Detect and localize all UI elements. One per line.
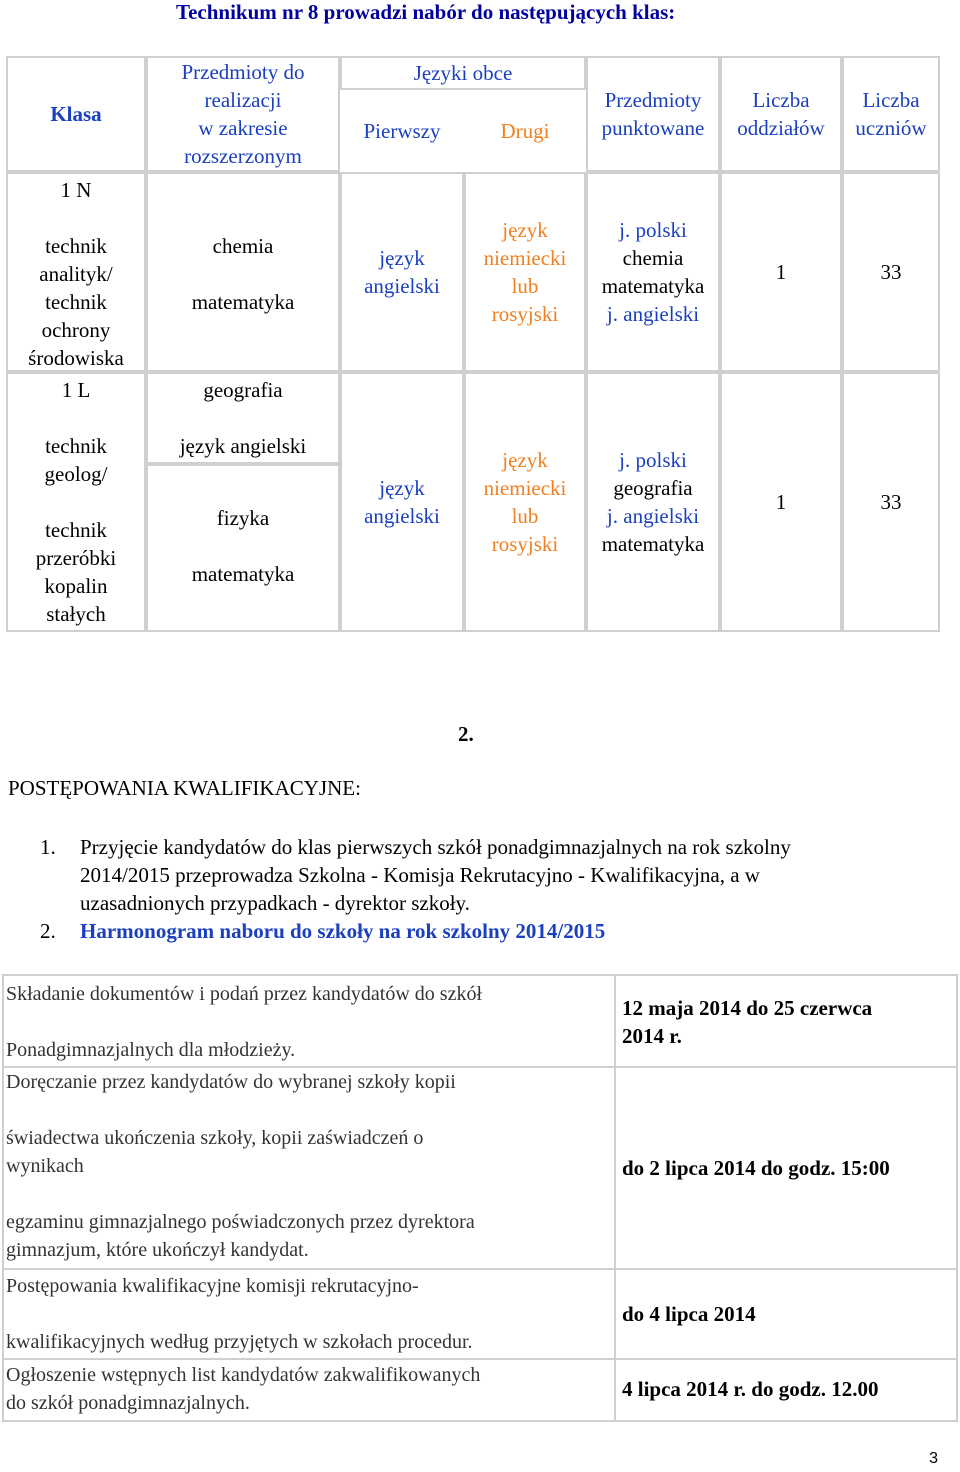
schedule-row-2-date xyxy=(622,1154,890,1182)
row1-klasa-line: technik xyxy=(45,234,107,258)
header-line: Liczba xyxy=(752,88,810,112)
header-liczba-uczniow xyxy=(842,56,940,172)
row1-oddzialy-value: 1 xyxy=(775,260,787,284)
schedule-desc-line: Składanie dokumentów i podań przez kandydatów do szkół xyxy=(6,983,482,1005)
row2-pierwszy-line: angielski xyxy=(364,504,440,528)
row1-drugi-line: rosyjski xyxy=(491,302,559,326)
schedule-date-line: 12 maja 2014 do 25 czerwca xyxy=(622,996,873,1020)
schedule-row-4-desc xyxy=(6,1361,480,1417)
header-drugi-text: Drugi xyxy=(500,119,550,143)
row2-punktowane-line: j. angielski xyxy=(606,504,700,528)
row1-code: 1 N xyxy=(60,178,92,202)
row1-oddzialy xyxy=(720,172,842,372)
divider xyxy=(614,974,616,1422)
row2-punktowane-line: matematyka xyxy=(601,532,705,556)
header-line: punktowane xyxy=(601,116,705,140)
header-przedmioty-punktowane xyxy=(586,56,720,172)
divider xyxy=(2,1268,958,1270)
schedule-desc-line: Doręczanie przez kandydatów do wybranej szkoły kopii xyxy=(6,1071,456,1093)
row1-punktowane-line: matematyka xyxy=(601,274,705,298)
item-2-number: 2. xyxy=(40,919,56,943)
row1-uczniowie xyxy=(842,172,940,372)
row2-oddzialy xyxy=(720,372,842,632)
schedule-row-2-desc xyxy=(6,1068,475,1264)
row2-klasa-line: geolog/ xyxy=(44,462,108,486)
header-line: realizacji xyxy=(204,88,282,112)
header-line: w zakresie xyxy=(198,116,288,140)
row1-punktowane-line: chemia xyxy=(622,246,684,270)
header-line: Przedmioty xyxy=(604,88,702,112)
schedule-row-3-date xyxy=(622,1300,756,1328)
schedule-desc-line: kwalifikacyjnych według przyjętych w szkołach procedur. xyxy=(6,1331,473,1353)
row2-punktowane-line: j. polski xyxy=(619,448,687,472)
row2-subject: geografia xyxy=(203,378,283,402)
item-1-line: uzasadnionych przypadkach - dyrektor szkoły. xyxy=(80,891,470,915)
row2-drugi-line: niemiecki xyxy=(483,476,567,500)
row2-punktowane xyxy=(586,372,720,632)
schedule-row-1-date xyxy=(622,994,872,1050)
header-jezyki-obce-text: Języki obce xyxy=(413,61,513,85)
row2-code: 1 L xyxy=(61,378,91,402)
row2-drugi-line: rosyjski xyxy=(491,532,559,556)
schedule-desc-line: świadectwa ukończenia szkoły, kopii zaświadczeń o xyxy=(6,1127,424,1149)
row1-uczniowie-value: 33 xyxy=(880,260,902,284)
row1-drugi xyxy=(464,172,586,372)
header-line: uczniów xyxy=(855,116,927,140)
item-1-number: 1. xyxy=(40,835,56,859)
header-liczba-oddzialow xyxy=(720,56,842,172)
item-1-first-line xyxy=(40,833,920,861)
schedule-row-1-desc xyxy=(6,980,482,1064)
row1-pierwszy-line: język xyxy=(379,246,425,270)
schedule-desc-line: egzaminu gimnazjalnego poświadczonych przez dyrektora xyxy=(6,1211,475,1233)
header-klasa-text: Klasa xyxy=(50,102,102,126)
section-heading: POSTĘPOWANIA KWALIFIKACYJNE: xyxy=(8,776,361,800)
section-number: 2. xyxy=(458,722,474,746)
classes-table xyxy=(6,56,940,632)
divider xyxy=(956,974,958,1422)
row1-klasa xyxy=(6,172,146,372)
row2-uczniowie xyxy=(842,372,940,632)
header-line: Przedmioty do xyxy=(181,60,305,84)
row1-punktowane xyxy=(586,172,720,372)
schedule-desc-line: wynikach xyxy=(6,1155,84,1177)
row1-rozszerzone xyxy=(146,172,340,372)
header-jezyki-obce xyxy=(340,56,586,90)
header-line: oddziałów xyxy=(737,116,825,140)
row1-pierwszy xyxy=(340,172,464,372)
row2-klasa-line: technik xyxy=(45,518,107,542)
row2-uczniowie-value: 33 xyxy=(880,490,902,514)
row2-drugi-line: język xyxy=(502,448,548,472)
schedule-desc-line: Ponadgimnazjalnych dla młodzieży. xyxy=(6,1039,296,1061)
item-1-line: 2014/2015 przeprowadza Szkolna - Komisja Rekrutacyjno - Kwalifikacyjna, a w xyxy=(80,863,760,887)
header-line: Liczba xyxy=(862,88,920,112)
row1-subject: matematyka xyxy=(191,290,295,314)
schedule-row-4-date xyxy=(622,1375,879,1403)
schedule-desc-line: do szkół ponadgimnazjalnych. xyxy=(6,1392,250,1414)
header-klasa xyxy=(6,56,146,172)
row1-klasa-line: ochrony xyxy=(41,318,111,342)
item-1 xyxy=(40,833,920,917)
row2-oddzialy-value: 1 xyxy=(775,490,787,514)
row1-klasa-line: analityk/ xyxy=(39,262,113,286)
row2-subject: fizyka xyxy=(216,506,270,530)
row2-drugi xyxy=(464,372,586,632)
row1-punktowane-line: j. polski xyxy=(619,218,687,242)
divider xyxy=(2,974,4,1422)
schedule-date-line: 2014 r. xyxy=(622,1024,682,1048)
row2-rozszerzone-top xyxy=(146,372,340,464)
row2-pierwszy xyxy=(340,372,464,632)
row1-drugi-line: lub xyxy=(511,274,539,298)
row2-punktowane-line: geografia xyxy=(613,476,693,500)
page-number: 3 xyxy=(929,1450,938,1467)
row1-drugi-line: niemiecki xyxy=(483,246,567,270)
schedule-desc-line: Postępowania kwalifikacyjne komisji rekrutacyjno- xyxy=(6,1275,419,1297)
header-pierwszy xyxy=(340,90,464,172)
schedule-desc-line: Ogłoszenie wstępnych list kandydatów zakwalifikowanych xyxy=(6,1364,481,1386)
row2-klasa xyxy=(6,372,146,632)
row2-pierwszy-line: język xyxy=(379,476,425,500)
divider xyxy=(2,1420,958,1422)
item-1-line: Przyjęcie kandydatów do klas pierwszych szkół ponadgimnazjalnych na rok szkolny xyxy=(80,835,791,859)
row2-klasa-line: kopalin xyxy=(44,574,108,598)
row2-drugi-line: lub xyxy=(511,504,539,528)
schedule-date-line: 4 lipca 2014 r. do godz. 12.00 xyxy=(622,1377,879,1401)
schedule-desc-line: gimnazjum, które ukończył kandydat. xyxy=(6,1239,309,1261)
row2-klasa-line: stałych xyxy=(46,602,106,626)
row2-rozszerzone xyxy=(146,464,340,632)
header-pierwszy-text: Pierwszy xyxy=(363,119,441,143)
header-line: rozszerzonym xyxy=(184,144,302,168)
header-przedmioty-rozszerzone xyxy=(146,56,340,172)
row1-pierwszy-line: angielski xyxy=(364,274,440,298)
schedule-date-line: do 2 lipca 2014 do godz. 15:00 xyxy=(622,1156,890,1180)
row1-drugi-line: język xyxy=(502,218,548,242)
row2-subject: matematyka xyxy=(191,562,295,586)
header-drugi xyxy=(464,90,586,172)
divider xyxy=(2,1358,958,1360)
item-2 xyxy=(40,917,605,945)
row1-subject: chemia xyxy=(212,234,274,258)
row2-subject: język angielski xyxy=(179,434,307,458)
row2-klasa-line: technik xyxy=(45,434,107,458)
schedule-date-line: do 4 lipca 2014 xyxy=(622,1302,756,1326)
row1-klasa-line: technik xyxy=(45,290,107,314)
row2-klasa-line: przeróbki xyxy=(35,546,117,570)
divider xyxy=(2,974,958,976)
item-2-text: Harmonogram naboru do szkoły na rok szkolny 2014/2015 xyxy=(80,919,606,943)
page-title: Technikum nr 8 prowadzi nabór do następujących klas: xyxy=(176,0,676,24)
row1-punktowane-line: j. angielski xyxy=(606,302,700,326)
row1-klasa-line: środowiska xyxy=(28,346,124,370)
schedule-row-3-desc xyxy=(6,1272,473,1356)
